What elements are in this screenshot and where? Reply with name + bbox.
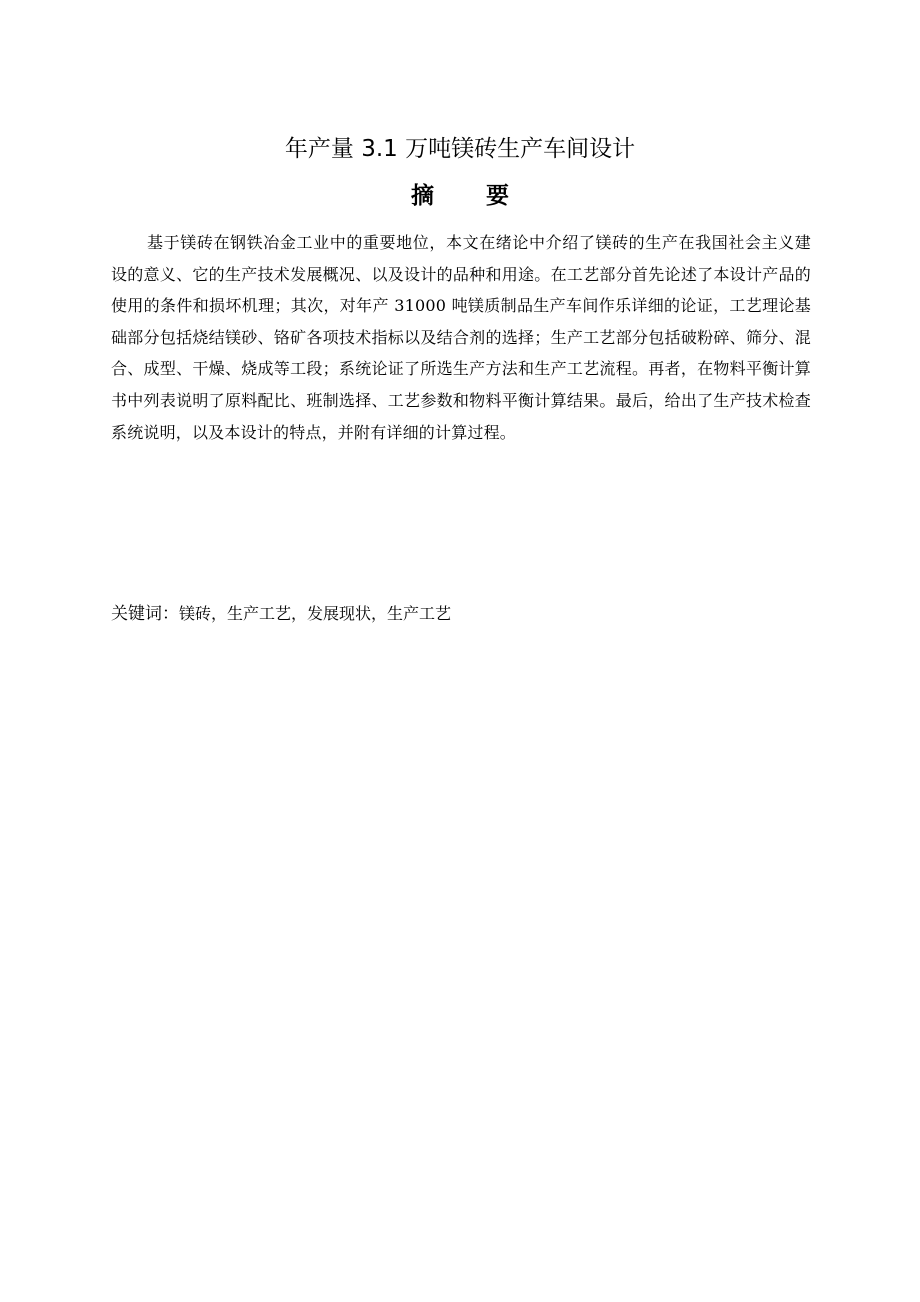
abstract-paragraph: 基于镁砖在钢铁冶金工业中的重要地位，本文在绪论中介绍了镁砖的生产在我国社会主义建设的意义、它的生产技术发展概况、以及设计的品种和用途。在工艺部分首先论述了本设计产品的使用的条件和损坏机理；其次，对年产 31000 吨镁质制品生产车间作乐详细的论证，工艺理论基础部分包括烧结镁砂、铬矿各项技术指标以及结合剂的选择；生产工艺部分包括破粉碎、筛分、混合、成型、干燥、烧成等工段；系统论证了所选生产方法和生产工艺流程。再者，在物料平衡计算书中列表说明了原料配比、班制选择、工艺参数和物料平衡计算结果。最后，给出了生产技术检查系统说明，以及本设计的特点，并附有详细的计算过程。 [111, 233, 811, 442]
keywords-text: 镁砖，生产工艺，发展现状，生产工艺 [179, 604, 452, 623]
keywords-line [111, 598, 811, 630]
abstract-heading: 摘要 [411, 183, 561, 209]
keywords-label: 关键词： [111, 604, 179, 624]
document-title: 年产量 3.1 万吨镁砖生产车间设计 [284, 136, 636, 162]
